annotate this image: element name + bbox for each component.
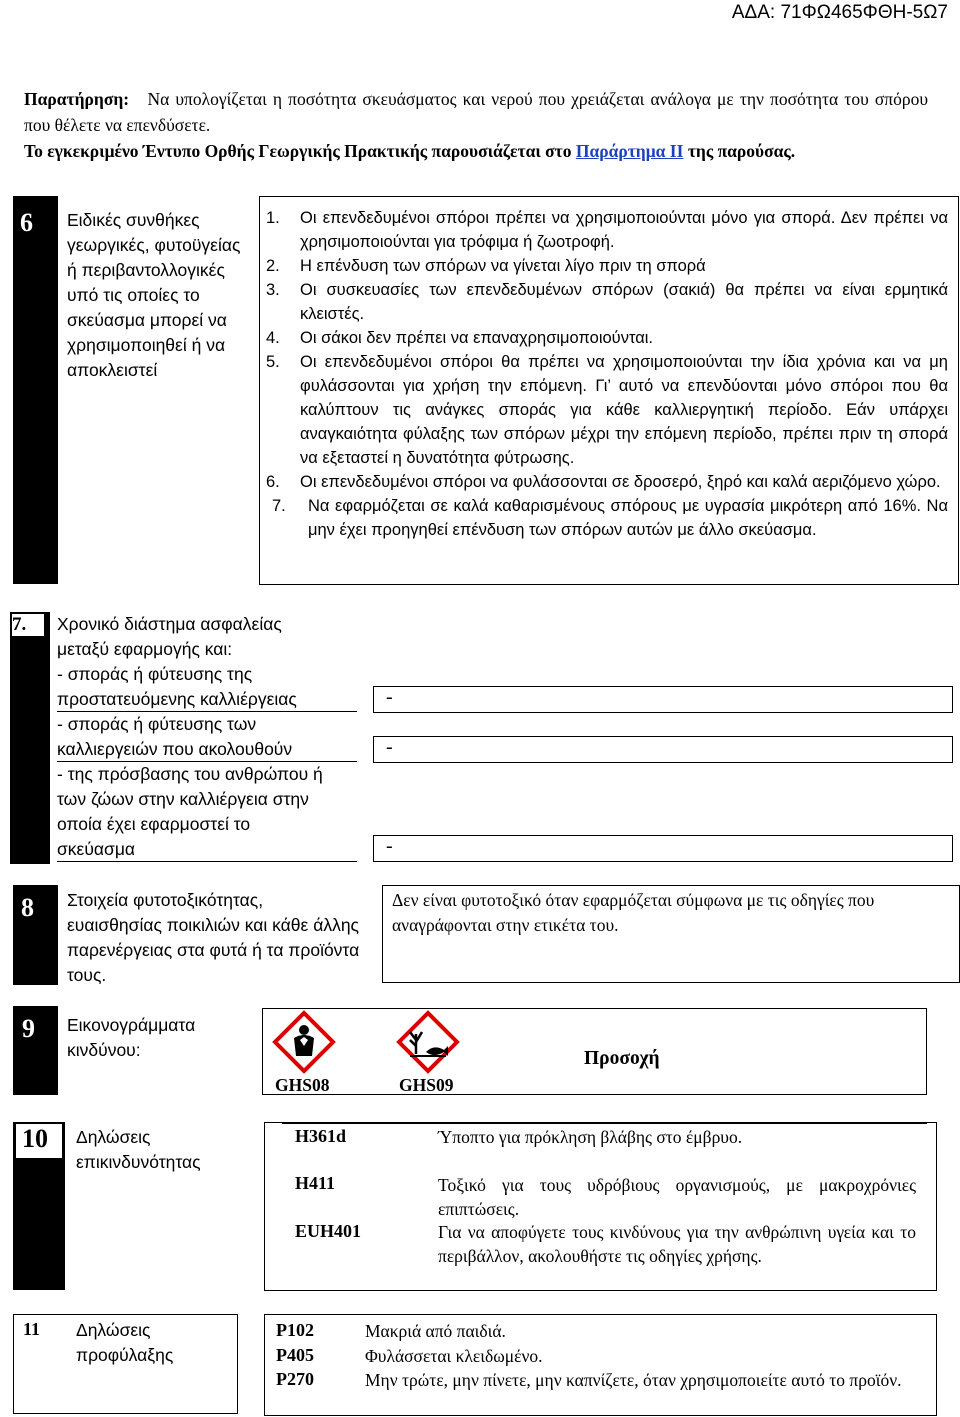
list-item: 6. Οι επενδεδυμένοι σπόροι να φυλάσσονται σε δροσερό, ξηρό και καλά αεριζόμενο χώρο. xyxy=(266,473,941,491)
list-item: 3. Οι συσκευασίες των επενδεδυμένων σπόρων (σακιά) θα πρέπει να είναι ερμητικά κλειστές. xyxy=(266,281,948,323)
section6-list xyxy=(266,206,948,542)
note-tail: της παρούσας. xyxy=(687,141,796,161)
h-code: H361d xyxy=(295,1126,347,1146)
section9-bar xyxy=(13,1006,58,1095)
list-item: 1. Οι επενδεδυμένοι σπόροι πρέπει να χρησιμοποιούνται μόνο για σπορά. Δεν πρέπει να χρησιμοποιούνται για τρόφιμα ή ζωοτροφή. xyxy=(266,209,948,251)
section11-number: 11 xyxy=(23,1319,41,1339)
section6-bar xyxy=(13,196,58,584)
note-paragraph xyxy=(24,86,928,164)
note-approved-form: Το εγκεκριμένο Έντυπο Ορθής Γεωργικής Πρακτικής παρουσιάζεται στο xyxy=(24,141,572,161)
list-item: 4. Οι σάκοι δεν πρέπει να επαναχρησιμοποιούνται. xyxy=(266,329,654,347)
p-text: Μην τρώτε, μην πίνετε, μην καπνίζετε, όταν χρησιμοποιείτε αυτό το προϊόν. xyxy=(365,1370,902,1390)
health-hazard-icon xyxy=(272,1010,336,1074)
section8-label: Στοιχεία φυτοτοξικότητας, ευαισθησίας ποικιλιών και κάθε άλλης παρενέργειας στα φυτά ή τα προϊόντα τους. xyxy=(67,890,360,985)
section10-number: 10 xyxy=(22,1124,48,1153)
section7-row1-value: - xyxy=(386,686,393,708)
h-code: EUH401 xyxy=(295,1221,362,1241)
section7-number: 7. xyxy=(12,614,27,635)
section11-label: Δηλώσεις προφύλαξης xyxy=(76,1320,174,1365)
p-code: P405 xyxy=(276,1345,314,1365)
ghs08-code: GHS08 xyxy=(275,1075,330,1095)
p-text: Φυλάσσεται κλειδωμένο. xyxy=(365,1346,543,1366)
h-text: Για να αποφύγετε τους κινδύνους για την ανθρώπινη υγεία και το περιβάλλον, ακολουθήστε τις οδηγίες χρήσης. xyxy=(438,1222,916,1266)
list-item: 7. Να εφαρμόζεται σε καλά καθαρισμένους σπόρους με υγρασία μικρότερη από 16%. Να μην έχει προηγηθεί επένδυση των σπόρων αυτών με άλλο σκεύασμα. xyxy=(272,497,948,539)
section7-row2-label: - σποράς ή φύτευσης των καλλιεργειών που ακολουθούν xyxy=(57,714,293,759)
p-code: P102 xyxy=(276,1320,314,1340)
p-text: Μακριά από παιδιά. xyxy=(365,1321,506,1341)
section9-label: Εικονογράμματα κινδύνου: xyxy=(67,1015,196,1060)
section7-row3-value: - xyxy=(386,835,393,857)
signal-word: Προσοχή xyxy=(584,1048,660,1069)
section8-bar xyxy=(13,885,58,985)
list-item: 5. Οι επενδεδυμένοι σπόροι θα πρέπει να χρησιμοποιούνται την ίδια χρόνια και να μη φυλάσσονται για χρήση την επόμενη. Γι’ αυτό να επενδύονται μόνο σπόροι που θα καλύπτουν τις ανάγκες σποράς για κάθε καλλιεργητική περίοδο. Εάν υπάρχει αναγκαιότητα φύλαξης των σπόρων μέχρι την επόμενη περίοδο, πρέπει πριν τη σπορά να εξεταστεί η δυνατότητα φύτρωσης. xyxy=(266,353,948,467)
note-text: Να υπολογίζεται η ποσότητα σκευάσματος και νερού που χρειάζεται ανάλογα με την ποσότητα του σπόρου που θέλετε να επενδύσετε. xyxy=(24,89,929,135)
annex-link[interactable]: Παράρτημα ΙΙ xyxy=(575,141,684,161)
section7-row2-value: - xyxy=(386,736,393,758)
h-text: Τοξικό για τους υδρόβιους οργανισμούς, με μακροχρόνιες επιπτώσεις. xyxy=(438,1175,916,1219)
list-item: 2. Η επένδυση των σπόρων να γίνεται λίγο πριν τη σπορά xyxy=(266,257,706,275)
note-label: Παρατήρηση: xyxy=(24,89,130,109)
section8-number: 8 xyxy=(21,893,34,922)
section8-value: Δεν είναι φυτοτοξικό όταν εφαρμόζεται σύμφωνα με τις οδηγίες που αναγράφονται στην ετικέτα του. xyxy=(392,890,875,935)
ada-code: ΑΔΑ: 71ΦΩ465ΦΘΗ-5Ω7 xyxy=(731,2,948,23)
section6-label: Ειδικές συνθήκες γεωργικές, φυτοϋγείας ή περιβαντολλογικές υπό τις οποίες το σκεύασμα μπορεί να χρησιμοποιηθεί ή να αποκλειστεί xyxy=(67,210,241,380)
section7-row3-label: - της πρόσβασης του ανθρώπου ή των ζώων στην καλλιέργεια στην οποία έχει εφαρμοστεί το σκεύασμα xyxy=(57,764,323,859)
h-text: Ύποπτο για πρόκληση βλάβης στο έμβρυο. xyxy=(438,1127,743,1147)
h-code: H411 xyxy=(295,1173,336,1193)
section6-number: 6 xyxy=(20,208,33,237)
section7-row1-box xyxy=(373,686,953,713)
section7-bar xyxy=(10,612,50,864)
p-code: P270 xyxy=(276,1369,314,1389)
section10-label: Δηλώσεις επικινδυνότητας xyxy=(76,1127,201,1172)
section7-row3-box xyxy=(373,835,953,862)
section7-intro: Χρονικό διάστημα ασφαλείας μεταξύ εφαρμογής και: xyxy=(57,614,282,659)
section7-row2-box xyxy=(373,736,953,763)
environment-icon xyxy=(396,1010,460,1074)
section7-row1-label: - σποράς ή φύτευσης της προστατευόμενης καλλιέργειας xyxy=(57,664,297,709)
section9-number: 9 xyxy=(22,1014,35,1043)
ghs09-code: GHS09 xyxy=(399,1075,454,1095)
